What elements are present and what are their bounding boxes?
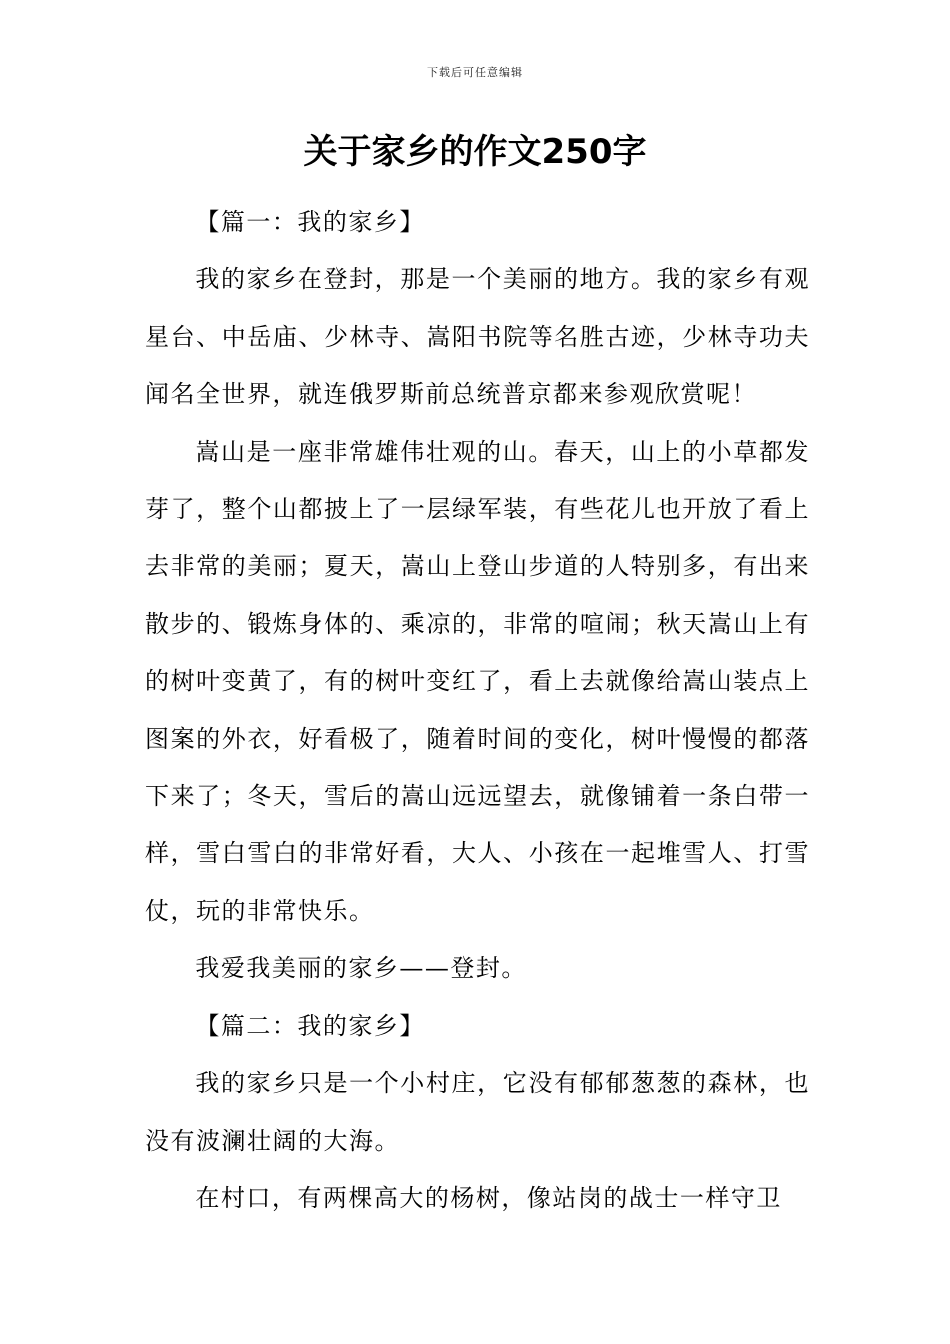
section-heading-1: 【篇一：我的家乡】 bbox=[195, 208, 425, 236]
paragraph-2: 嵩山是一座非常雄伟壮观的山。春天，山上的小草都发芽了，整个山都披上了一层绿军装，有些花儿也开放了看上去非常的美丽；夏天，嵩山上登山步道的人特别多，有出来散步的、锻炼身体的、乘凉的，非常的喧闹；秋天嵩山上有的树叶变黄了，有的树叶变红了，看上去就像给嵩山装点上图案的外衣，好看极了，随着时间的变化，树叶慢慢的都落下来了；冬天，雪后的嵩山远远望去，就像铺着一条白带一样，雪白雪白的非常好看，大人、小孩在一起堆雪人、打雪仗，玩的非常快乐。 bbox=[145, 437, 810, 925]
document-title: 关于家乡的作文250字 bbox=[303, 132, 647, 172]
paragraph-5: 在村口，有两棵高大的杨树，像站岗的战士一样守卫 bbox=[195, 1183, 782, 1212]
section-heading-2: 【篇二：我的家乡】 bbox=[195, 1011, 425, 1040]
paragraph-3: 我爱我美丽的家乡——登封。 bbox=[195, 954, 527, 983]
paragraph-1: 我的家乡在登封，那是一个美丽的地方。我的家乡有观星台、中岳庙、少林寺、嵩阳书院等名胜古迹，少林寺功夫闻名全世界，就连俄罗斯前总统普京都来参观欣赏呢！ bbox=[145, 265, 810, 409]
paragraph-4: 我的家乡只是一个小村庄，它没有郁郁葱葱的森林，也没有波澜壮阔的大海。 bbox=[145, 1069, 810, 1155]
header-note: 下载后可任意编辑 bbox=[427, 66, 523, 79]
document-body bbox=[145, 194, 810, 1227]
